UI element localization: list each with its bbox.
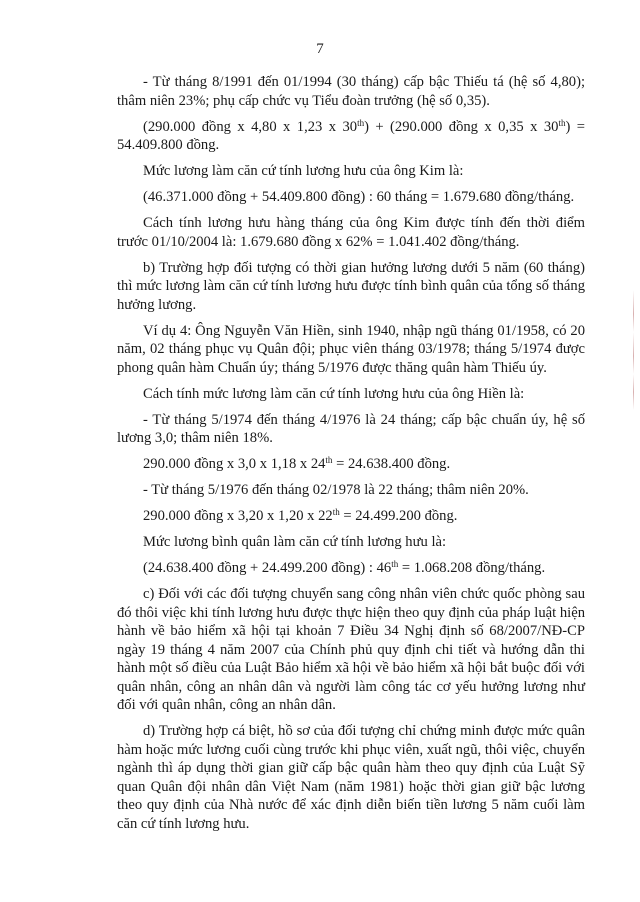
paragraph-kim-average: (46.371.000 đồng + 54.409.800 đồng) : 60 tháng = 1.679.680 đồng/tháng. bbox=[143, 189, 575, 205]
scan-edge-mark bbox=[633, 290, 634, 410]
paragraph-kim-pension: Cách tính lương hưu hàng tháng của ông Kim được tính đến thời điểm trước 01/10/2004 là: 1.679.680 đồng x 62% = 1.041.402 đồng/tháng. bbox=[117, 215, 585, 250]
document-body bbox=[117, 73, 585, 841]
paragraph-case-b: b) Trường hợp đối tượng có thời gian hưởng lương dưới 5 năm (60 tháng) thì mức lương làm căn cứ tính lương hưu được tính bình quân của tổng số tháng hưởng lương. bbox=[117, 259, 585, 313]
paragraph-period-1974-1976: - Từ tháng 5/1974 đến tháng 4/1976 là 24 tháng; cấp bậc chuẩn úy, hệ số lương 3,0; thâm niên 18%. bbox=[117, 411, 585, 446]
paragraph-period-1976-1978: - Từ tháng 5/1976 đến tháng 02/1978 là 22 tháng; thâm niên 20%. bbox=[143, 482, 529, 498]
page-number: 7 bbox=[316, 41, 324, 57]
paragraph-case-c: c) Đối với các đối tượng chuyển sang công nhân viên chức quốc phòng sau đó thôi việc khi tính lương hưu được thực hiện theo quy định của pháp luật hiện hành về bảo hiểm xã hội tại khoản 7 Điều 34 Nghị định số 68/2007/NĐ-CP ngày 19 tháng 4 năm 2007 của Chính phủ quy định chi tiết và hướng dẫn thi hành một số điều của Luật Bảo hiểm xã hội về bảo hiểm xã hội bắt buộc đối với quân nhân, công an nhân dân và người làm công tác cơ yếu hưởng lương như đối với quân nhân, công an nhân dân. bbox=[117, 586, 585, 713]
paragraph-calc-1974-1976: 290.000 đồng x 3,0 x 1,18 x 24th = 24.638.400 đồng. bbox=[143, 455, 451, 472]
paragraph-example-4: Ví dụ 4: Ông Nguyễn Văn Hiền, sinh 1940, nhập ngũ tháng 01/1958, có 20 năm, 02 tháng phục vụ Quân đội; phục viên tháng 03/1978; tháng 5/1974 được phong quân hàm Chuẩn úy; tháng 5/1976 được thăng quân hàm Thiếu úy. bbox=[117, 322, 585, 376]
paragraph-case-d: d) Trường hợp cá biệt, hồ sơ của đối tượng chỉ chứng minh được mức quân hàm hoặc mức lương cuối cùng trước khi phục viên, xuất ngũ, thôi việc, chuyển ngành thì áp dụng thời gian giữ cấp bậc quân hàm theo quy định của Luật Sỹ quan Quân đội nhân dân Việt Nam (năm 1981) hoặc thời gian giữ bậc lương theo quy định của Nhà nước để xác định diễn biến tiền lương 5 năm cuối làm căn cứ tính lương hưu. bbox=[117, 723, 585, 832]
paragraph-period-1991-1994: - Từ tháng 8/1991 đến 01/1994 (30 tháng) cấp bậc Thiếu tá (hệ số 4,80); thâm niên 23%; phụ cấp chức vụ Tiểu đoàn trưởng (hệ số 0,35). bbox=[117, 74, 585, 109]
paragraph-hien-average: (24.638.400 đồng + 24.499.200 đồng) : 46th = 1.068.208 đồng/tháng. bbox=[143, 559, 546, 576]
paragraph-calc-1991-1994: (290.000 đồng x 4,80 x 1,23 x 30th) + (290.000 đồng x 0,35 x 30th) = 54.409.800 đồng. bbox=[117, 117, 585, 153]
paragraph-calc-1976-1978: 290.000 đồng x 3,20 x 1,20 x 22th = 24.499.200 đồng. bbox=[143, 507, 458, 524]
paragraph-hien-average-heading: Mức lương bình quân làm căn cứ tính lương hưu là: bbox=[143, 534, 447, 550]
paragraph-hien-basis-heading: Cách tính mức lương làm căn cứ tính lương hưu của ông Hiền là: bbox=[143, 385, 525, 402]
paragraph-kim-basis-heading: Mức lương làm căn cứ tính lương hưu của ông Kim là: bbox=[143, 163, 464, 179]
